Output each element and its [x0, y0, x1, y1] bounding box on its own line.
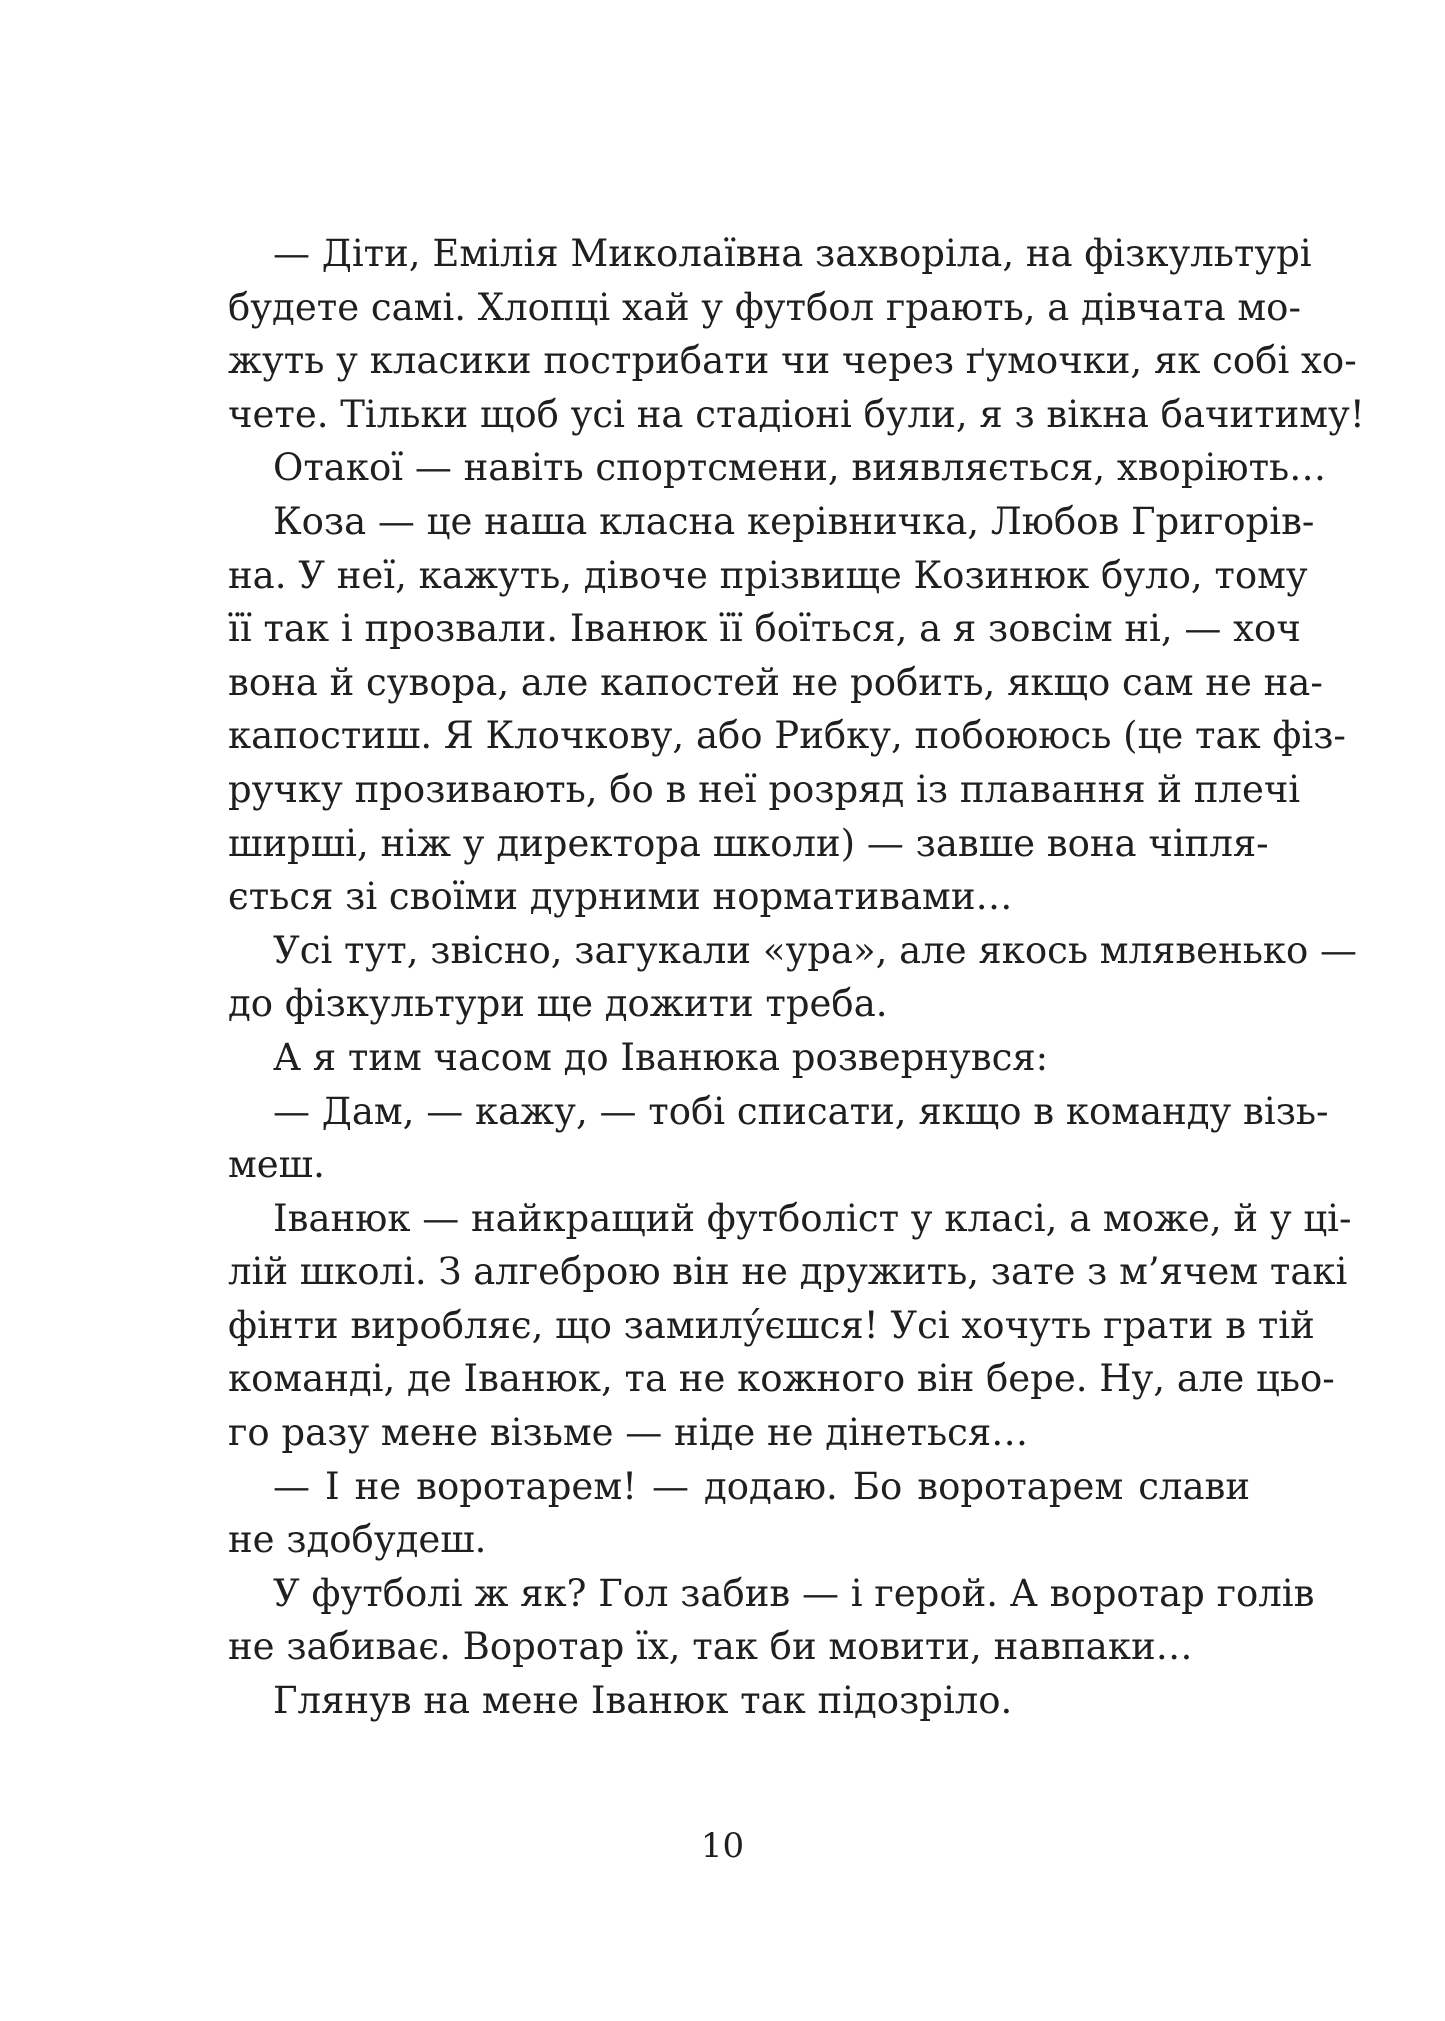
text-line: лій школі. З алгеброю він не дружить, зате з м’ячем такі: [228, 1250, 1348, 1294]
text-line: будете самі. Хлопці хай у футбол грають, а дівчата мо-: [228, 285, 1301, 329]
text-line: ручку прозивають, бо в неї розряд із плавання й плечі: [228, 767, 1301, 811]
page-number: 10: [700, 1826, 745, 1866]
text-line: Усі тут, звісно, загукали «ура», але якось млявенько —: [273, 928, 1358, 972]
text-line: — Дам, — кажу, — тобі списати, якщо в команду візь-: [273, 1089, 1329, 1133]
text-line: капостиш. Я Клочкову, або Рибку, побоююсь (це так фіз-: [228, 714, 1346, 758]
text-line: команді, де Іванюк, та не кожного він бере. Ну, але цьо-: [228, 1357, 1335, 1401]
text-line: Іванюк — найкращий футболіст у класі, а може, й у ці-: [273, 1196, 1352, 1240]
text-line: ється зі своїми дурними нормативами…: [228, 875, 1013, 919]
text-line: го разу мене візьме — ніде не дінеться…: [228, 1411, 1029, 1455]
text-line: жуть у класики пострибати чи через ґумочки, як собі хо-: [228, 339, 1357, 383]
text-line: У футболі ж як? Гол забив — і герой. А воротар голів: [273, 1571, 1315, 1615]
text-line: — Діти, Емілія Миколаївна захворіла, на фізкультурі: [273, 232, 1312, 275]
text-line: Глянув на мене Іванюк так підозріло.: [273, 1679, 1013, 1723]
text-line: не забиває. Воротар їх, так би мовити, навпаки…: [228, 1625, 1193, 1669]
text-line: Отакої — навіть спортсмени, виявляється, хворіють…: [273, 446, 1327, 490]
body-text: [228, 227, 1365, 1728]
text-line: вона й сувора, але капостей не робить, якщо сам не на-: [228, 660, 1323, 704]
text-line: ширші, ніж у директора школи) — завше вона чіпля-: [228, 821, 1269, 865]
text-line: — І не воротарем! — додаю. Бо воротарем слави: [273, 1464, 1250, 1508]
text-line: меш.: [228, 1143, 325, 1187]
text-line: чете. Тільки щоб усі на стадіоні були, я з вікна бачитиму!: [228, 392, 1365, 436]
text-line: її так і прозвали. Іванюк її боїться, а я зовсім ні, — хоч: [228, 607, 1301, 651]
text-line: А я тим часом до Іванюка розвернувся:: [273, 1035, 1049, 1079]
text-line: не здобудеш.: [228, 1518, 487, 1562]
text-line: Коза — це наша класна керівничка, Любов Григорів-: [273, 499, 1315, 543]
text-line: до фізкультури ще дожити треба.: [228, 982, 888, 1026]
text-line: фінти виробляє, що замилу́єшся! Усі хочуть грати в тій: [228, 1303, 1315, 1347]
text-line: на. У неї, кажуть, дівоче прізвище Козинюк було, тому: [228, 553, 1308, 597]
